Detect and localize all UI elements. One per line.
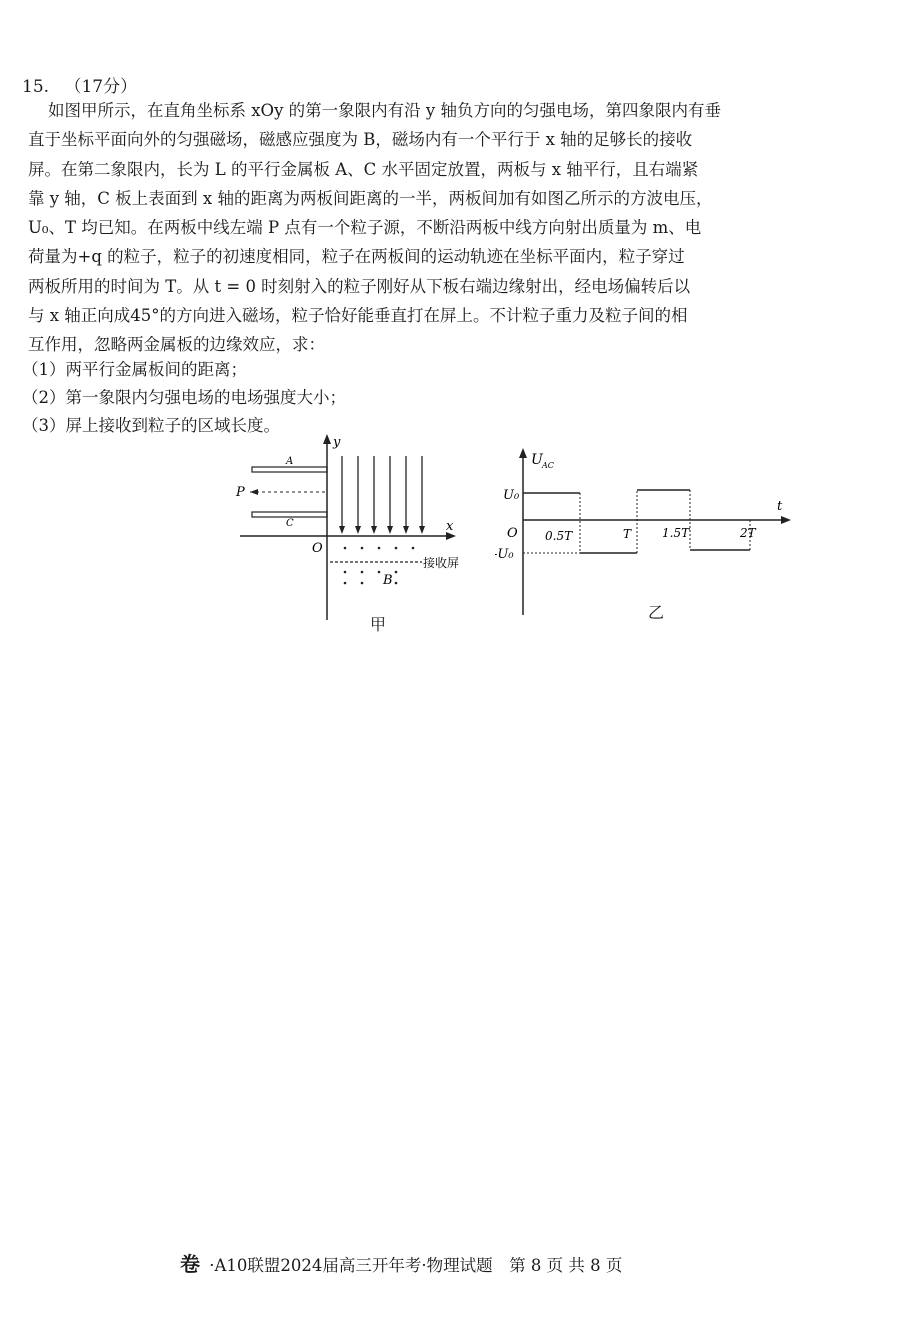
b-label: B: [383, 573, 393, 588]
question-line: 互作用，忽略两金属板的边缘效应，求：: [28, 335, 325, 355]
t-axis-label: t: [777, 499, 783, 514]
x-axis-label: x: [446, 519, 454, 534]
u-axis-label: U: [531, 452, 543, 468]
p-label: P: [236, 485, 245, 500]
plate-c: [252, 512, 327, 517]
y-axis-label: y: [333, 435, 341, 450]
question-line: 靠 y 轴，C 板上表面到 x 轴的距离为两板间距离的一半，两板间加有如图乙所示的方波电压，: [28, 188, 713, 208]
question-line: 屏。在第二象限内，长为 L 的平行金属板 A、C 水平固定放置，两板与 x 轴平行，且右端紧: [28, 159, 699, 179]
plate-c-label: C: [286, 518, 294, 529]
question-line: 荷量为+q 的粒子，粒子的初速度相同，粒子在两板间的运动轨迹在坐标平面内，粒子穿过: [28, 247, 685, 267]
magnetic-field-dots: [344, 547, 415, 585]
question-line: 两板所用的时间为 T。从 t = 0 时刻射入的粒子刚好从下板右端边缘射出，经电场偏转后以: [28, 276, 691, 296]
question-line: 直于坐标平面向外的匀强磁场，磁感应强度为 B，磁场内有一个平行于 x 轴的足够长的接收: [28, 130, 693, 150]
question-body: [28, 96, 818, 360]
tick-0-5t: 0.5T: [545, 529, 573, 543]
figure-jia-caption: 甲: [370, 615, 387, 634]
question-line: 如图甲所示，在直角坐标系 xOy 的第一象限内有沿 y 轴负方向的匀强电场，第四象限内有垂: [48, 101, 721, 120]
plate-a: [252, 467, 327, 472]
neg-u0-label: -U₀: [495, 547, 514, 562]
tick-1-5t: 1.5T: [662, 526, 690, 540]
question-number: 15.: [22, 77, 50, 97]
plate-a-label: A: [286, 456, 294, 467]
electric-field-lines: [342, 456, 422, 530]
subquestion-1: （1）两平行金属板间的距离；: [22, 360, 247, 379]
subquestion-2: （2）第一象限内匀强电场的电场强度大小；: [22, 388, 346, 407]
question-header: [22, 72, 147, 97]
question-line: 与 x 轴正向成45°的方向进入磁场，粒子恰好能垂直打在屏上。不计粒子重力及粒子间的相: [28, 306, 688, 326]
figure-yi-caption: 乙: [648, 603, 665, 622]
tick-2t: 2T: [740, 526, 756, 540]
page-footer: [180, 1248, 622, 1277]
screen-label: 接收屏: [423, 556, 460, 570]
figure-jia: [230, 430, 490, 634]
figure-yi: [495, 440, 805, 624]
question-line: U₀、T 均已知。在两板中线左端 P 点有一个粒子源，不断沿两板中线方向射出质量为 m、电: [28, 218, 702, 238]
publisher-logo: 卷: [180, 1252, 200, 1276]
figure-jia-diagram: [230, 430, 490, 630]
figure-yi-chart: [495, 440, 805, 620]
question-points: （17分）: [64, 77, 138, 97]
origin-label: O: [312, 541, 323, 556]
origin-label-yi: O: [507, 526, 518, 541]
u-axis-subscript: AC: [542, 461, 554, 470]
footer-text: ·A10联盟2024届高三开年考·物理试题 第 8 页 共 8 页: [209, 1256, 623, 1275]
tick-t: T: [623, 527, 632, 541]
subquestion-3: （3）屏上接收到粒子的区域长度。: [22, 416, 280, 435]
u0-label: U₀: [503, 488, 520, 503]
